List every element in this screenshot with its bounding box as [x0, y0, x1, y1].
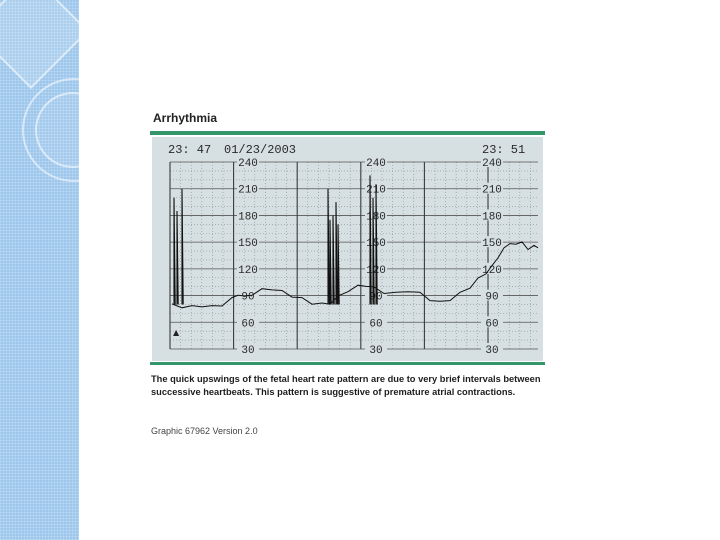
- y-tick-label: 180: [482, 211, 502, 224]
- y-tick-label: 240: [482, 158, 502, 170]
- figure-caption: The quick upswings of the fetal heart rate pattern are due to very brief intervals between successive heartbeats. This pattern is suggestive of premature atrial contractions.: [151, 374, 541, 397]
- square-deco-icon: [0, 0, 79, 89]
- y-tick-label: 180: [238, 211, 258, 224]
- top-rule: [150, 131, 545, 135]
- y-tick-label: 90: [369, 291, 383, 304]
- y-tick-label: 210: [238, 184, 258, 197]
- y-tick-label: 30: [369, 345, 383, 357]
- start-time: 23: 47: [168, 143, 212, 157]
- graphic-id: Graphic 67962 Version 2.0: [151, 426, 258, 436]
- y-tick-label: 150: [482, 238, 502, 251]
- y-tick-label: 150: [366, 238, 386, 251]
- y-tick-label: 60: [369, 318, 383, 331]
- y-tick-label: 60: [241, 318, 255, 331]
- y-tick-label: 90: [241, 291, 255, 304]
- end-time: 23: 51: [482, 143, 526, 157]
- fetal-heart-rate-strip: [152, 137, 543, 361]
- y-tick-label: 240: [366, 158, 386, 170]
- bottom-rule: [150, 362, 545, 365]
- y-tick-label: 120: [482, 264, 502, 277]
- y-tick-label: 150: [238, 238, 258, 251]
- y-tick-label: 210: [366, 184, 386, 197]
- y-tick-label: 30: [485, 345, 499, 357]
- decorative-side-band: [0, 0, 79, 540]
- y-tick-label: 210: [482, 184, 502, 197]
- slide-title: Arrhythmia: [153, 111, 218, 125]
- y-tick-label: 180: [366, 211, 386, 224]
- y-tick-label: 120: [238, 264, 258, 277]
- y-tick-label: 60: [485, 318, 499, 331]
- arrow-marker-icon: ▲: [173, 328, 180, 337]
- y-tick-label: 90: [485, 291, 499, 304]
- strip-date: 01/23/2003: [224, 143, 297, 157]
- y-tick-label: 30: [241, 345, 255, 357]
- y-tick-label: 120: [366, 264, 386, 277]
- y-tick-label: 240: [238, 158, 258, 170]
